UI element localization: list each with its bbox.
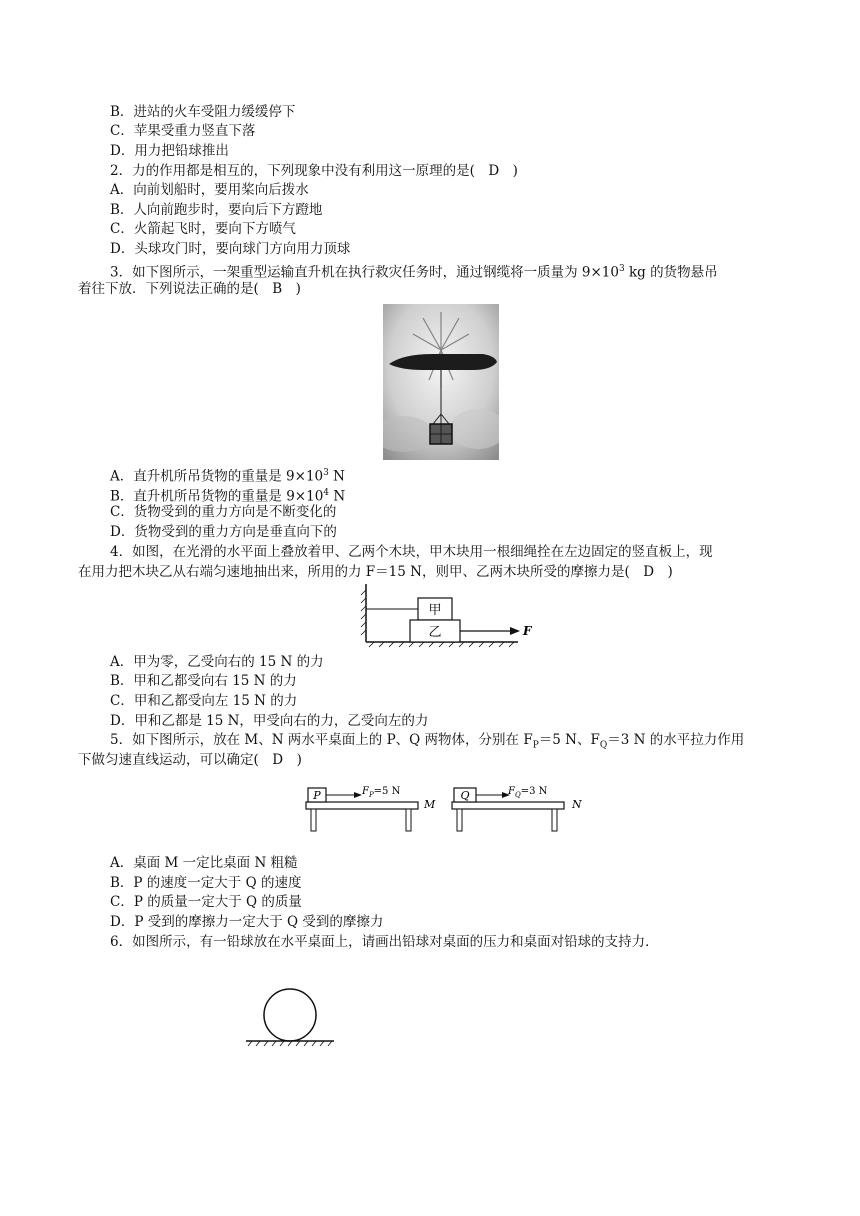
q3-option-a: A．直升机所吊货物的重量是 $9\times 10^3$ N — [110, 468, 345, 485]
q1-option-b: B．进站的火车受阻力缓缓停下 — [110, 104, 296, 120]
table-n — [452, 786, 582, 831]
q5-option-a: A．桌面 M 一定比桌面 N 粗糙 — [110, 855, 298, 871]
q5-option-d: D．P 受到的摩擦力一定大于 Q 受到的摩擦力 — [110, 914, 384, 930]
q1-option-d: D．用力把铅球推出 — [110, 143, 229, 159]
q4-option-a: A．甲为零，乙受向右的 15 N 的力 — [110, 654, 324, 670]
q5-stem-line2: 下做匀速直线运动，可以确定( D ) — [78, 752, 302, 768]
q6-stem: 6．如图所示，有一铅球放在水平桌面上，请画出铅球对桌面的压力和桌面对铅球的支持力． — [110, 934, 659, 950]
force-label: F — [523, 624, 532, 638]
block-p-label: P — [313, 789, 321, 802]
q3-option-b: B．直升机所吊货物的重量是 $9\times 10^4$ N — [110, 488, 346, 505]
table-m — [306, 786, 436, 831]
q4-option-d: D．甲和乙都是 15 N，甲受向右的力，乙受向左的力 — [110, 713, 429, 729]
q3-option-c: C．货物受到的重力方向是不断变化的 — [110, 504, 337, 520]
block-q-label: Q — [460, 789, 470, 802]
block-yi-label: 乙 — [428, 625, 442, 640]
q2-option-a: A．向前划船时，要用桨向后拨水 — [110, 182, 309, 198]
stacked-blocks-diagram — [360, 582, 540, 648]
q2-option-c: C．火箭起飞时，要向下方喷气 — [110, 221, 296, 237]
shot-put-ball — [264, 989, 316, 1041]
table-n-label: N — [572, 798, 582, 811]
q2-option-b: B．人向前跑步时，要向后下方蹬地 — [110, 202, 323, 218]
q5-stem-line1: 5．如下图所示，放在 M、N 两水平桌面上的 P、Q 两物体，分别在 $F_P=5$ N、$F_Q=3$ N 的水平拉力作用 — [110, 732, 745, 751]
table-m-label: M — [424, 798, 436, 811]
force-arrow-head — [510, 627, 520, 635]
svg-text:FP=5 N: $F_P=5$ N — [362, 786, 401, 799]
q4-option-b: B．甲和乙都受向右 15 N 的力 — [110, 673, 297, 689]
q2-option-d: D．头球攻门时，要向球门方向用力顶球 — [110, 241, 351, 257]
q4-stem-line2: 在用力把木块乙从右端匀速地抽出来，所用的力 F＝15 N，则甲、乙两木块所受的摩擦力是( D ) — [78, 564, 673, 580]
q4-stem-line1: 4．如图，在光滑的水平面上叠放着甲、乙两个木块，甲木块用一根细绳拴在左边固定的竖直板上，现 — [110, 544, 713, 560]
q1-option-c: C．苹果受重力竖直下落 — [110, 123, 256, 139]
q5-option-c: C．P 的质量一定大于 Q 的质量 — [110, 894, 302, 910]
helicopter-photo — [383, 304, 499, 460]
q3-option-d: D．货物受到的重力方向是垂直向下的 — [110, 524, 337, 540]
q2-stem: 2．力的作用都是相互的，下列现象中没有利用这一原理的是( D ) — [110, 163, 518, 179]
svg-text:FQ=3 N: $F_Q=3$ N — [508, 786, 548, 799]
q5-option-b: B．P 的速度一定大于 Q 的速度 — [110, 875, 302, 891]
q3-stem-line2: 着往下放．下列说法正确的是( B ) — [78, 281, 301, 297]
two-tables-diagram — [300, 782, 590, 836]
shot-put-diagram — [244, 988, 338, 1048]
q4-option-c: C．甲和乙都受向左 15 N 的力 — [110, 693, 298, 709]
q3-stem-line1: 3．如下图所示，一架重型运输直升机在执行救灾任务时，通过钢缆将一质量为 $9\times 10^3$ kg 的货物悬吊 — [110, 264, 718, 281]
block-jia-label: 甲 — [428, 603, 442, 618]
